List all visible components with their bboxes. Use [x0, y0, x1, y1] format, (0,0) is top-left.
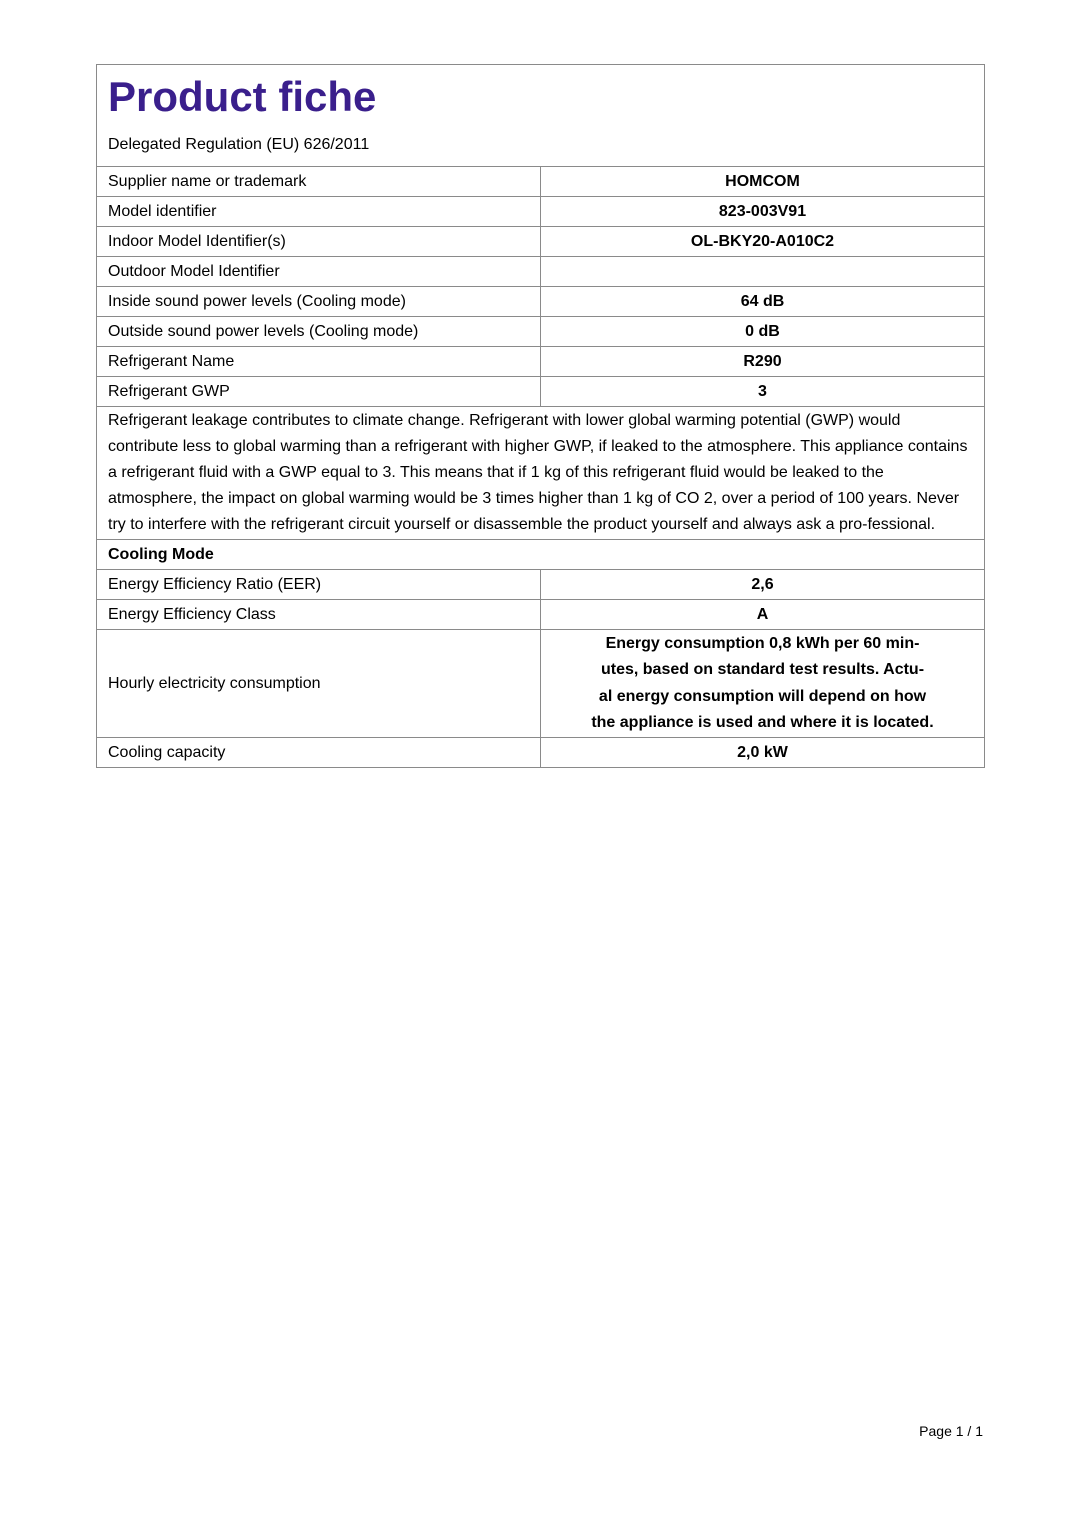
hourly-line: al energy consumption will depend on how [598, 687, 927, 705]
row-label: Energy Efficiency Ratio (EER) [97, 570, 541, 600]
row-label: Hourly electricity consumption [97, 630, 541, 738]
row-label: Model identifier [97, 197, 541, 227]
row-value: OL-BKY20-A010C2 [541, 227, 985, 257]
row-value: 2,6 [541, 570, 985, 600]
product-fiche-table [96, 64, 985, 768]
row-label: Cooling capacity [97, 738, 541, 768]
refrigerant-note: Refrigerant leakage contributes to climate change. Refrigerant with lower global warming potential (GWP) would contribute less to global warming than a refrigerant with higher GWP, if leaked to the atmosphere. This appliance contains a refrigerant fluid with a GWP equal to 3. This means that if 1 kg of this refrigerant fluid would be leaked to the atmosphere, the impact on global warming would be 3 times higher than 1 kg of CO 2, over a period of 100 years. Never try to interfere with the refrigerant circuit yourself or disassemble the product yourself and always ask a pro-fessional. [97, 407, 985, 540]
hourly-line: utes, based on standard test results. Actu- [600, 661, 925, 678]
row-value: HOMCOM [541, 167, 985, 197]
row-value: R290 [541, 347, 985, 377]
row-label: Energy Efficiency Class [97, 600, 541, 630]
row-label: Indoor Model Identifier(s) [97, 227, 541, 257]
row-value: 823-003V91 [541, 197, 985, 227]
section-row [97, 540, 985, 570]
row-value: 64 dB [541, 287, 985, 317]
table-row [97, 167, 985, 197]
table-row [97, 347, 985, 377]
hourly-line: the appliance is used and where it is located. [591, 714, 934, 731]
table-row [97, 227, 985, 257]
row-label: Outside sound power levels (Cooling mode) [97, 317, 541, 347]
page-title: Product fiche [108, 73, 377, 120]
header-row [97, 65, 985, 167]
regulation-text: Delegated Regulation (EU) 626/2011 [108, 136, 370, 153]
table-row [97, 600, 985, 630]
row-label: Inside sound power levels (Cooling mode) [97, 287, 541, 317]
table-row [97, 738, 985, 768]
table-row [97, 287, 985, 317]
row-label: Refrigerant GWP [97, 377, 541, 407]
row-value: 3 [541, 377, 985, 407]
row-label: Supplier name or trademark [97, 167, 541, 197]
row-label: Refrigerant Name [97, 347, 541, 377]
row-label: Outdoor Model Identifier [97, 257, 541, 287]
row-value [541, 630, 985, 738]
table-row [97, 317, 985, 347]
table-row [97, 257, 985, 287]
table-row [97, 377, 985, 407]
header-cell [97, 65, 985, 167]
row-value: 2,0 kW [541, 738, 985, 768]
refrigerant-note-row [97, 407, 985, 540]
table-row [97, 197, 985, 227]
table-row [97, 630, 985, 738]
row-value [541, 257, 985, 287]
hourly-line: Energy consumption 0,8 kWh per 60 min- [605, 634, 920, 652]
table-row [97, 570, 985, 600]
page-number: Page 1 / 1 [919, 1423, 983, 1439]
section-title-cooling: Cooling Mode [97, 540, 985, 570]
row-value: A [541, 600, 985, 630]
row-value: 0 dB [541, 317, 985, 347]
